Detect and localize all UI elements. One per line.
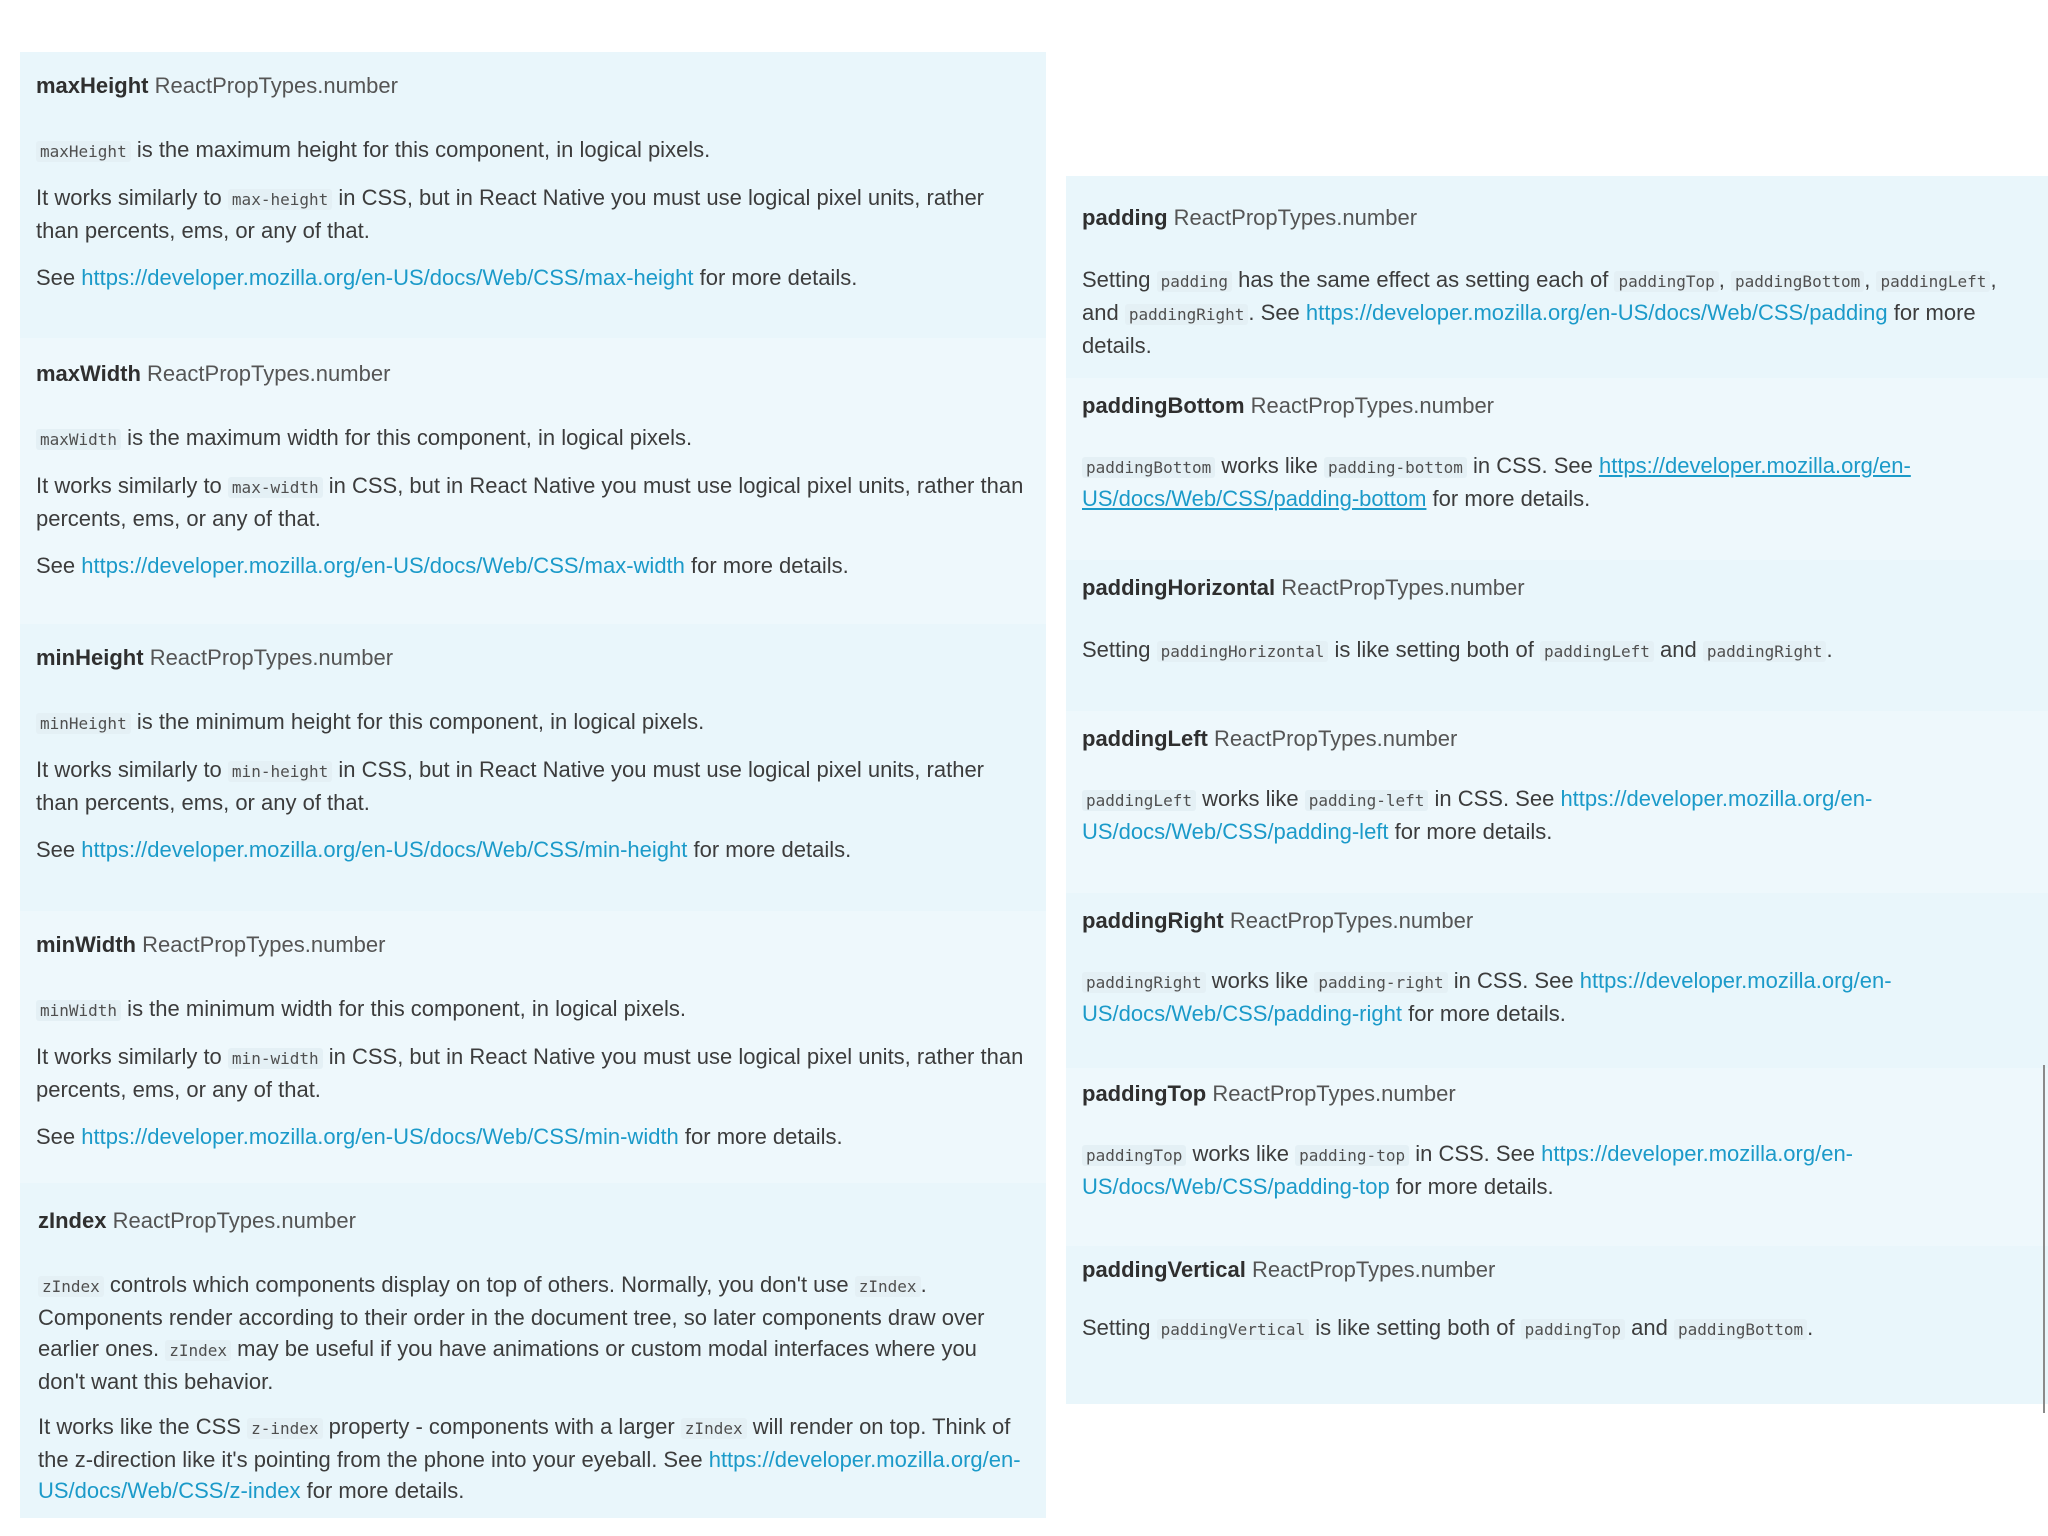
prop-name: paddingRight: [1082, 908, 1224, 933]
text: property - components with a larger: [322, 1414, 681, 1439]
prop-type: ReactPropTypes.number: [149, 645, 394, 670]
text: See: [36, 553, 82, 578]
text: It works similarly to: [36, 473, 228, 498]
code-inline: padding-bottom: [1324, 457, 1467, 478]
prop-section-padding: [1066, 176, 2048, 378]
text: may be useful if you have animations or custom modal interfaces where you don't want this behavior.: [38, 1336, 977, 1394]
text: in CSS. See: [1428, 786, 1561, 811]
code-inline: maxWidth: [36, 429, 121, 450]
text: It works similarly to: [36, 757, 228, 782]
prop-name: paddingLeft: [1082, 726, 1208, 751]
prop-title: [36, 644, 1030, 672]
prop-type: ReactPropTypes.number: [1214, 726, 1458, 751]
text: has the same effect as setting each of: [1232, 267, 1615, 292]
text: . See: [1248, 300, 1306, 325]
text: for more details.: [693, 265, 858, 290]
prop-type: ReactPropTypes.number: [1251, 1257, 1496, 1282]
text: for more details.: [1389, 1174, 1554, 1199]
text: in CSS, but in React Native you must use logical pixel units, rather than percents, ems, or any of that.: [36, 185, 984, 243]
code-inline: paddingRight: [1125, 304, 1249, 325]
text: ,: [1718, 267, 1731, 292]
prop-type: ReactPropTypes.number: [147, 361, 391, 386]
prop-works-like: [36, 1041, 1030, 1105]
mdn-link[interactable]: https://developer.mozilla.org/en-US/docs/Web/CSS/min-height: [81, 837, 688, 862]
text: for more details.: [1082, 300, 1976, 358]
prop-type: ReactPropTypes.number: [1212, 1081, 1456, 1106]
text: is the minimum height for this component, in logical pixels.: [130, 709, 705, 734]
text: for more details.: [1401, 1001, 1566, 1026]
text: Setting: [1082, 1315, 1157, 1340]
code-inline: zIndex: [681, 1418, 747, 1439]
text: is like setting both of: [1309, 1315, 1521, 1340]
mdn-link[interactable]: https://developer.mozilla.org/en-US/docs/Web/CSS/padding-right: [1082, 968, 1892, 1026]
code-inline: min-width: [228, 1048, 323, 1069]
prop-title: [1082, 1080, 2036, 1108]
code-inline: paddingHorizontal: [1157, 641, 1329, 662]
prop-section-paddingvertical: [1066, 1246, 2048, 1404]
prop-name: paddingVertical: [1082, 1257, 1246, 1282]
prop-section-maxwidth: [20, 338, 1046, 624]
prop-section-paddingbottom: [1066, 378, 2048, 560]
text: for more details.: [300, 1478, 465, 1503]
text: will render on top. Think of the z-direction like it's pointing from the phone into your eyeball. See: [38, 1414, 1011, 1472]
prop-title: [36, 360, 1030, 388]
text: Setting: [1082, 637, 1157, 662]
code-inline: min-height: [228, 761, 332, 782]
text: controls which components display on top of others. Normally, you don't use: [103, 1272, 855, 1297]
text: works like: [1195, 786, 1305, 811]
prop-description: [36, 422, 1030, 455]
text: Setting: [1082, 267, 1157, 292]
code-inline: max-width: [228, 477, 323, 498]
code-inline: zIndex: [38, 1276, 104, 1297]
prop-section-minheight: [20, 624, 1046, 911]
prop-section-maxheight: [20, 52, 1046, 338]
prop-description: [1082, 450, 2036, 514]
text: is the maximum height for this component, in logical pixels.: [130, 137, 711, 162]
prop-section-paddinghorizontal: [1066, 560, 2048, 711]
prop-name: maxWidth: [36, 361, 141, 386]
mdn-link[interactable]: https://developer.mozilla.org/en-US/docs/Web/CSS/padding-top: [1082, 1141, 1854, 1199]
prop-see-more: [36, 834, 1030, 865]
text: works like: [1215, 453, 1325, 478]
code-inline: paddingRight: [1703, 641, 1827, 662]
text: .: [1826, 637, 1833, 662]
prop-name: minHeight: [36, 645, 144, 670]
code-inline: padding: [1157, 271, 1232, 292]
prop-title: [36, 931, 1030, 959]
prop-description: [36, 993, 1030, 1026]
prop-type: ReactPropTypes.number: [1250, 393, 1494, 418]
prop-type: ReactPropTypes.number: [142, 932, 386, 957]
text: .: [1807, 1315, 1814, 1340]
prop-see-more: [36, 262, 1030, 293]
prop-title: [1082, 574, 2036, 602]
mdn-link[interactable]: https://developer.mozilla.org/en-US/docs/Web/CSS/z-index: [38, 1447, 1021, 1503]
scrollbar[interactable]: [2043, 1065, 2045, 1413]
prop-type: ReactPropTypes.number: [1229, 908, 1474, 933]
mdn-link[interactable]: https://developer.mozilla.org/en-US/docs/Web/CSS/max-width: [81, 553, 685, 578]
prop-title: [1082, 725, 2036, 753]
text: for more details.: [1426, 486, 1591, 511]
prop-section-paddingtop: [1066, 1068, 2048, 1246]
code-inline: paddingLeft: [1876, 271, 1990, 292]
text: See: [36, 837, 82, 862]
prop-description: [36, 706, 1030, 739]
mdn-link[interactable]: https://developer.mozilla.org/en-US/docs/Web/CSS/padding-bottom: [1082, 453, 1911, 511]
prop-type: ReactPropTypes.number: [112, 1208, 356, 1233]
prop-works-like: [36, 470, 1030, 534]
prop-title: [1082, 392, 2036, 420]
text: ,: [1864, 267, 1877, 292]
mdn-link[interactable]: https://developer.mozilla.org/en-US/docs/Web/CSS/min-width: [81, 1124, 679, 1149]
text: See: [36, 1124, 82, 1149]
text: in CSS, but in React Native you must use logical pixel units, rather than percents, ems, or any of that.: [36, 473, 1024, 531]
prop-section-zindex: [20, 1183, 1046, 1518]
prop-description: [1082, 634, 2036, 667]
text: . Components render according to their order in the document tree, so later components draw over earlier ones.: [38, 1272, 985, 1361]
text: is the minimum width for this component, in logical pixels.: [121, 996, 686, 1021]
code-inline: minHeight: [36, 713, 131, 734]
prop-section-paddingright: [1066, 893, 2048, 1068]
text: is the maximum width for this component, in logical pixels.: [121, 425, 693, 450]
text: in CSS. See: [1409, 1141, 1542, 1166]
prop-works-like: [36, 182, 1030, 246]
code-inline: zIndex: [855, 1276, 921, 1297]
code-inline: minWidth: [36, 1000, 121, 1021]
prop-name: maxHeight: [36, 73, 149, 98]
prop-title: [38, 1207, 1030, 1235]
text: It works similarly to: [36, 1044, 228, 1069]
prop-name: paddingHorizontal: [1082, 575, 1276, 600]
code-inline: max-height: [228, 189, 332, 210]
text: and: [1653, 637, 1703, 662]
code-inline: paddingLeft: [1082, 790, 1196, 811]
code-inline: paddingLeft: [1540, 641, 1654, 662]
mdn-link[interactable]: https://developer.mozilla.org/en-US/docs/Web/CSS/padding-left: [1082, 786, 1873, 844]
prop-description: [1082, 783, 2036, 847]
text: for more details.: [678, 1124, 843, 1149]
prop-type: ReactPropTypes.number: [154, 73, 398, 98]
code-inline: paddingRight: [1082, 972, 1206, 993]
prop-description: [1082, 1312, 2036, 1345]
code-inline: zIndex: [165, 1340, 231, 1361]
prop-works-like: [36, 754, 1030, 818]
code-inline: padding-left: [1305, 790, 1429, 811]
text: See: [36, 265, 82, 290]
code-inline: paddingVertical: [1157, 1319, 1310, 1340]
text: works like: [1186, 1141, 1296, 1166]
text: for more details.: [1388, 819, 1553, 844]
text: and: [1625, 1315, 1674, 1340]
mdn-link[interactable]: https://developer.mozilla.org/en-US/docs/Web/CSS/padding: [1305, 300, 1888, 325]
prop-section-minwidth: [20, 911, 1046, 1183]
prop-description: [36, 134, 1030, 167]
text: for more details.: [687, 837, 852, 862]
prop-name: paddingTop: [1082, 1081, 1207, 1106]
prop-description: [1082, 965, 2036, 1029]
code-inline: paddingTop: [1614, 271, 1718, 292]
text: It works like the CSS: [38, 1414, 248, 1439]
mdn-link[interactable]: https://developer.mozilla.org/en-US/docs/Web/CSS/max-height: [81, 265, 694, 290]
prop-name: padding: [1082, 205, 1168, 230]
code-inline: padding-right: [1314, 972, 1447, 993]
prop-description: [38, 1269, 1030, 1397]
code-inline: z-index: [247, 1418, 322, 1439]
prop-name: minWidth: [36, 932, 136, 957]
text: in CSS, but in React Native you must use logical pixel units, rather than percents, ems, or any of that.: [36, 757, 984, 815]
text: works like: [1205, 968, 1315, 993]
code-inline: paddingBottom: [1674, 1319, 1807, 1340]
text: , and: [1082, 267, 1997, 325]
prop-section-paddingleft: [1066, 711, 2048, 893]
code-inline: padding-top: [1295, 1145, 1409, 1166]
prop-type: ReactPropTypes.number: [1281, 575, 1525, 600]
prop-title: [1082, 204, 2036, 232]
prop-name: paddingBottom: [1082, 393, 1245, 418]
code-inline: paddingTop: [1082, 1145, 1186, 1166]
text: in CSS. See: [1466, 453, 1599, 478]
prop-description: [1082, 264, 2036, 361]
text: It works similarly to: [36, 185, 228, 210]
code-inline: paddingTop: [1521, 1319, 1625, 1340]
prop-works-like: [38, 1411, 1030, 1506]
text: for more details.: [684, 553, 849, 578]
left-column: [20, 52, 1046, 1518]
text: is like setting both of: [1328, 637, 1540, 662]
prop-description: [1082, 1138, 2036, 1202]
right-column: [1066, 176, 2048, 1404]
prop-type: ReactPropTypes.number: [1173, 205, 1418, 230]
text: in CSS, but in React Native you must use logical pixel units, rather than percents, ems, or any of that.: [36, 1044, 1024, 1102]
code-inline: maxHeight: [36, 141, 131, 162]
prop-name: zIndex: [38, 1208, 107, 1233]
prop-title: [1082, 907, 2036, 935]
prop-title: [1082, 1256, 2036, 1284]
prop-see-more: [36, 550, 1030, 581]
text: in CSS. See: [1447, 968, 1580, 993]
prop-see-more: [36, 1121, 1030, 1152]
code-inline: paddingBottom: [1082, 457, 1215, 478]
prop-title: [36, 72, 1030, 100]
code-inline: paddingBottom: [1731, 271, 1864, 292]
